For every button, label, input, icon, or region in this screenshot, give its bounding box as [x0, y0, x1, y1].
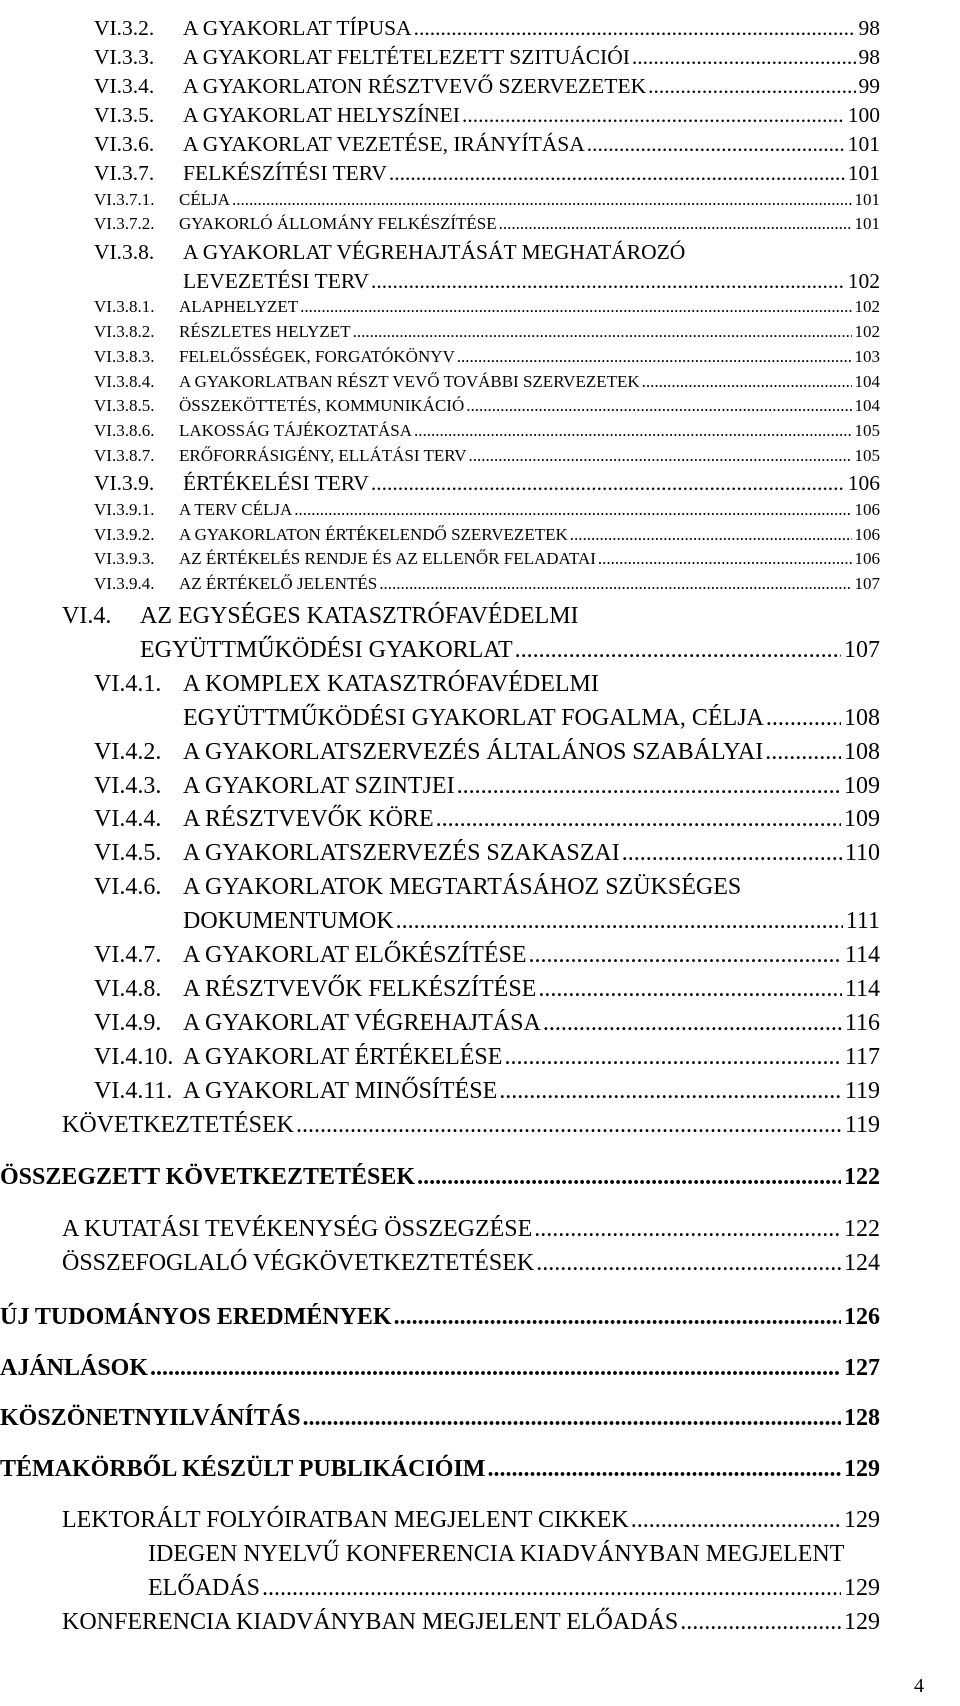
toc-entry-page: 119 — [844, 1112, 880, 1138]
toc-entry-title: A GYAKORLAT VEZETÉSE, IRÁNYÍTÁSA — [183, 132, 585, 156]
toc-entry-title: LEVEZETÉSI TERV — [183, 269, 369, 293]
toc-entry-title: KÖSZÖNETNYILVÁNÍTÁS — [0, 1405, 301, 1431]
toc-leader-dots — [294, 500, 851, 520]
toc-entry-title: A GYAKORLAT HELYSZÍNEI — [183, 103, 460, 127]
toc-entry-title: A GYAKORLATBAN RÉSZT VEVŐ TOVÁBBI SZERVEZETEK — [179, 372, 640, 391]
toc-leader-dots — [469, 446, 852, 466]
toc-entry-page: 102 — [847, 269, 880, 293]
toc-entry-number: VI.3.7.2. — [94, 214, 155, 233]
toc-entry-number: VI.4.5. — [94, 840, 162, 866]
toc-leader-dots — [436, 806, 841, 833]
toc-entry-number: VI.3.9.4. — [94, 574, 155, 593]
toc-entry-page: 129 — [844, 1609, 880, 1635]
toc-entry-title: A GYAKORLATSZERVEZÉS SZAKASZAI — [183, 840, 620, 866]
toc-entry-page: 116 — [844, 1010, 880, 1036]
toc-entry-page: 111 — [845, 908, 880, 934]
toc-entry-title: DOKUMENTUMOK — [183, 908, 394, 934]
toc-leader-dots — [457, 347, 852, 367]
toc-leader-dots — [389, 161, 845, 186]
toc-entry-title: KÖVETKEZTETÉSEK — [62, 1112, 294, 1138]
toc-entry-title: A GYAKORLATON ÉRTÉKELENDŐ SZERVEZETEK — [179, 525, 568, 544]
toc-entry-number: VI.3.9.1. — [94, 500, 155, 519]
toc-entry-page: 114 — [844, 976, 880, 1002]
toc-entry-number: VI.3.8. — [94, 240, 155, 264]
toc-entry-page: 101 — [854, 190, 880, 209]
toc-entry-number: VI.3.6. — [94, 132, 155, 156]
toc-entry-page: 126 — [844, 1304, 880, 1330]
toc-entry-title: ERŐFORRÁSIGÉNY, ELLÁTÁSI TERV — [179, 446, 467, 465]
toc-entry-number: VI.3.5. — [94, 103, 155, 127]
toc-entry-page: 128 — [844, 1405, 880, 1431]
toc-leader-dots — [353, 322, 852, 342]
toc-entry-title: A GYAKORLAT SZINTJEI — [183, 773, 455, 799]
toc-entry-title: RÉSZLETES HELYZET — [179, 322, 351, 341]
toc-leader-dots — [414, 421, 851, 441]
toc-entry-title: EGYÜTTMŰKÖDÉSI GYAKORLAT FOGALMA, CÉLJA — [183, 705, 764, 731]
toc-entry-number: VI.3.7.1. — [94, 190, 155, 209]
toc-entry-number: VI.4.1. — [94, 671, 162, 697]
toc-leader-dots — [417, 1164, 841, 1191]
toc-leader-dots — [232, 190, 852, 210]
toc-entry-page: 104 — [854, 396, 880, 415]
toc-leader-dots — [642, 372, 852, 392]
toc-entry-title: AZ ÉRTÉKELÉS RENDJE ÉS AZ ELLENŐR FELADATAI — [179, 549, 596, 568]
toc-entry-number: VI.4.8. — [94, 976, 162, 1002]
toc-entry-title: FELKÉSZÍTÉSI TERV — [183, 161, 387, 185]
toc-entry-title: A GYAKORLAT TÍPUSA — [183, 16, 412, 40]
toc-leader-dots — [462, 103, 845, 128]
toc-entry-title: ÖSSZEKÖTTETÉS, KOMMUNIKÁCIÓ — [179, 396, 465, 415]
toc-leader-dots — [515, 637, 841, 664]
toc-leader-dots — [371, 471, 845, 496]
toc-entry-title: A GYAKORLAT MINŐSÍTÉSE — [183, 1078, 498, 1104]
toc-entry-page: 119 — [844, 1078, 880, 1104]
toc-leader-dots — [379, 574, 851, 594]
toc-leader-dots — [296, 1112, 842, 1139]
toc-entry-title: CÉLJA — [179, 190, 230, 209]
toc-entry-page: 114 — [844, 942, 880, 968]
toc-entry-title-line1: A GYAKORLAT VÉGREHAJTÁSÁT MEGHATÁROZÓ — [183, 240, 686, 264]
toc-entry-page: 108 — [844, 705, 880, 731]
toc-entry-title: ÚJ TUDOMÁNYOS EREDMÉNYEK — [0, 1304, 392, 1330]
toc-leader-dots — [570, 525, 852, 545]
toc-entry-page: 102 — [854, 322, 880, 341]
toc-leader-dots — [529, 942, 842, 969]
toc-leader-dots — [394, 1304, 841, 1331]
toc-leader-dots — [766, 705, 841, 732]
toc-entry-number: VI.4.3. — [94, 773, 162, 799]
toc-entry-page: 101 — [847, 161, 880, 185]
toc-entry-page: 105 — [854, 421, 880, 440]
toc-entry-title: KONFERENCIA KIADVÁNYBAN MEGJELENT ELŐADÁS — [62, 1609, 679, 1635]
toc-entry-page: 122 — [844, 1164, 880, 1190]
toc-leader-dots — [371, 269, 845, 294]
toc-entry-page: 122 — [844, 1216, 880, 1242]
toc-leader-dots — [680, 1609, 841, 1636]
toc-leader-dots — [300, 297, 851, 317]
toc-leader-dots — [396, 908, 843, 935]
toc-leader-dots — [587, 132, 845, 157]
toc-entry-number: VI.3.2. — [94, 16, 155, 40]
toc-entry-number: VI.3.9.3. — [94, 549, 155, 568]
toc-entry-number: VI.3.3. — [94, 45, 155, 69]
toc-entry-title: TÉMAKÖRBŐL KÉSZÜLT PUBLIKÁCIÓIM — [0, 1456, 486, 1482]
toc-entry-page: 108 — [844, 739, 880, 765]
toc-entry-title: FELELŐSSÉGEK, FORGATÓKÖNYV — [179, 347, 455, 366]
toc-entry-title: AZ ÉRTÉKELŐ JELENTÉS — [179, 574, 378, 593]
toc-entry-number: VI.3.4. — [94, 74, 155, 98]
toc-entry-page: 127 — [844, 1355, 880, 1381]
toc-entry-number: VI.3.8.2. — [94, 322, 155, 341]
toc-leader-dots — [499, 214, 852, 234]
toc-leader-dots — [499, 1078, 842, 1105]
toc-entry-title: ALAPHELYZET — [179, 297, 299, 316]
toc-entry-page: 99 — [858, 74, 880, 98]
toc-entry-title-line1: IDEGEN NYELVŰ KONFERENCIA KIADVÁNYBAN MEGJELENT — [148, 1541, 845, 1567]
toc-entry-page: 101 — [847, 132, 880, 156]
toc-entry-page: 109 — [844, 806, 880, 832]
toc-entry-number: VI.3.9. — [94, 471, 155, 495]
toc-entry-page: 105 — [854, 446, 880, 465]
toc-entry-page: 129 — [844, 1456, 880, 1482]
toc-entry-page: 107 — [844, 637, 880, 663]
toc-entry-page: 124 — [844, 1250, 880, 1276]
toc-entry-title: ÉRTÉKELÉSI TERV — [183, 471, 369, 495]
toc-entry-number: VI.3.8.4. — [94, 372, 155, 391]
toc-entry-number: VI.3.9.2. — [94, 525, 155, 544]
toc-entry-page: 106 — [854, 525, 880, 544]
toc-leader-dots — [538, 976, 842, 1003]
toc-entry-number: VI.3.8.5. — [94, 396, 155, 415]
toc-entry-page: 101 — [854, 214, 880, 233]
toc-leader-dots — [631, 1507, 841, 1534]
toc-entry-title: A GYAKORLAT ELŐKÉSZÍTÉSE — [183, 942, 527, 968]
toc-entry-title: A TERV CÉLJA — [179, 500, 293, 519]
toc-entry-number: VI.4.6. — [94, 874, 162, 900]
toc-leader-dots — [262, 1575, 841, 1602]
toc-leader-dots — [303, 1405, 841, 1432]
toc-entry-title: A RÉSZTVEVŐK FELKÉSZÍTÉSE — [183, 976, 537, 1002]
toc-entry-page: 106 — [847, 471, 880, 495]
toc-entry-title-line1: A GYAKORLATOK MEGTARTÁSÁHOZ SZÜKSÉGES — [183, 874, 742, 900]
toc-leader-dots — [765, 739, 841, 766]
toc-leader-dots — [414, 16, 856, 41]
toc-entry-number: VI.4.7. — [94, 942, 162, 968]
toc-entry-title: A GYAKORLATSZERVEZÉS ÁLTALÁNOS SZABÁLYAI — [183, 739, 764, 765]
toc-entry-title-line1: A KOMPLEX KATASZTRÓFAVÉDELMI — [183, 671, 599, 697]
toc-entry-title: LEKTORÁLT FOLYÓIRATBAN MEGJELENT CIKKEK — [62, 1507, 629, 1533]
toc-entry-title: ELŐADÁS — [148, 1575, 260, 1601]
toc-entry-page: 103 — [854, 347, 880, 366]
toc-entry-title: A GYAKORLAT ÉRTÉKELÉSE — [183, 1044, 503, 1070]
toc-entry-page: 106 — [854, 500, 880, 519]
toc-leader-dots — [632, 45, 856, 70]
toc-entry-number: VI.4.11. — [94, 1078, 173, 1104]
toc-entry-page: 110 — [844, 840, 880, 866]
toc-entry-title: AJÁNLÁSOK — [0, 1355, 149, 1381]
toc-entry-number: VI.4. — [62, 603, 112, 629]
toc-leader-dots — [534, 1216, 841, 1243]
toc-entry-title: A GYAKORLAT VÉGREHAJTÁSA — [183, 1010, 541, 1036]
toc-entry-title: GYAKORLÓ ÁLLOMÁNY FELKÉSZÍTÉSE — [179, 214, 497, 233]
toc-entry-page: 98 — [858, 16, 880, 40]
toc-entry-page: 129 — [844, 1507, 880, 1533]
toc-entry-number: VI.3.8.6. — [94, 421, 155, 440]
page-number: 4 — [914, 1675, 924, 1697]
toc-entry-number: VI.4.4. — [94, 806, 162, 832]
toc-entry-number: VI.3.7. — [94, 161, 155, 185]
toc-entry-number: VI.4.2. — [94, 739, 162, 765]
toc-entry-title: ÖSSZEGZETT KÖVETKEZTETÉSEK — [0, 1164, 416, 1190]
toc-entry-title: ÖSSZEFOGLALÓ VÉGKÖVETKEZTETÉSEK — [62, 1250, 535, 1276]
toc-entry-number: VI.3.8.7. — [94, 446, 155, 465]
toc-entry-page: 129 — [844, 1575, 880, 1601]
toc-leader-dots — [543, 1010, 842, 1037]
toc-leader-dots — [504, 1044, 841, 1071]
toc-entry-title: A GYAKORLATON RÉSZTVEVŐ SZERVEZETEK — [183, 74, 647, 98]
toc-entry-page: 117 — [844, 1044, 880, 1070]
toc-entry-page: 109 — [844, 773, 880, 799]
toc-entry-number: VI.3.8.1. — [94, 297, 155, 316]
toc-entry-title: A RÉSZTVEVŐK KÖRE — [183, 806, 434, 832]
toc-entry-number: VI.3.8.3. — [94, 347, 155, 366]
toc-leader-dots — [457, 773, 841, 800]
toc-leader-dots — [536, 1250, 841, 1277]
toc-entry-title: A GYAKORLAT FELTÉTELEZETT SZITUÁCIÓI — [183, 45, 630, 69]
toc-leader-dots — [150, 1355, 841, 1382]
toc-entry-number: VI.4.9. — [94, 1010, 162, 1036]
toc-entry-page: 98 — [858, 45, 880, 69]
toc-entry-number: VI.4.10. — [94, 1044, 174, 1070]
toc-leader-dots — [466, 396, 851, 416]
toc-entry-page: 100 — [847, 103, 880, 127]
toc-entry-title: LAKOSSÁG TÁJÉKOZTATÁSA — [179, 421, 413, 440]
toc-leader-dots — [648, 74, 855, 99]
toc-entry-page: 102 — [854, 297, 880, 316]
toc-leader-dots — [622, 840, 842, 867]
toc-entry-title-line1: AZ EGYSÉGES KATASZTRÓFAVÉDELMI — [140, 603, 579, 629]
toc-entry-title: A KUTATÁSI TEVÉKENYSÉG ÖSSZEGZÉSE — [62, 1216, 533, 1242]
toc-entry-page: 107 — [854, 574, 880, 593]
toc-entry-title: EGYÜTTMŰKÖDÉSI GYAKORLAT — [140, 637, 513, 663]
toc-entry-page: 104 — [854, 372, 880, 391]
toc-leader-dots — [598, 549, 852, 569]
toc-entry-page: 106 — [854, 549, 880, 568]
toc-leader-dots — [487, 1456, 841, 1483]
